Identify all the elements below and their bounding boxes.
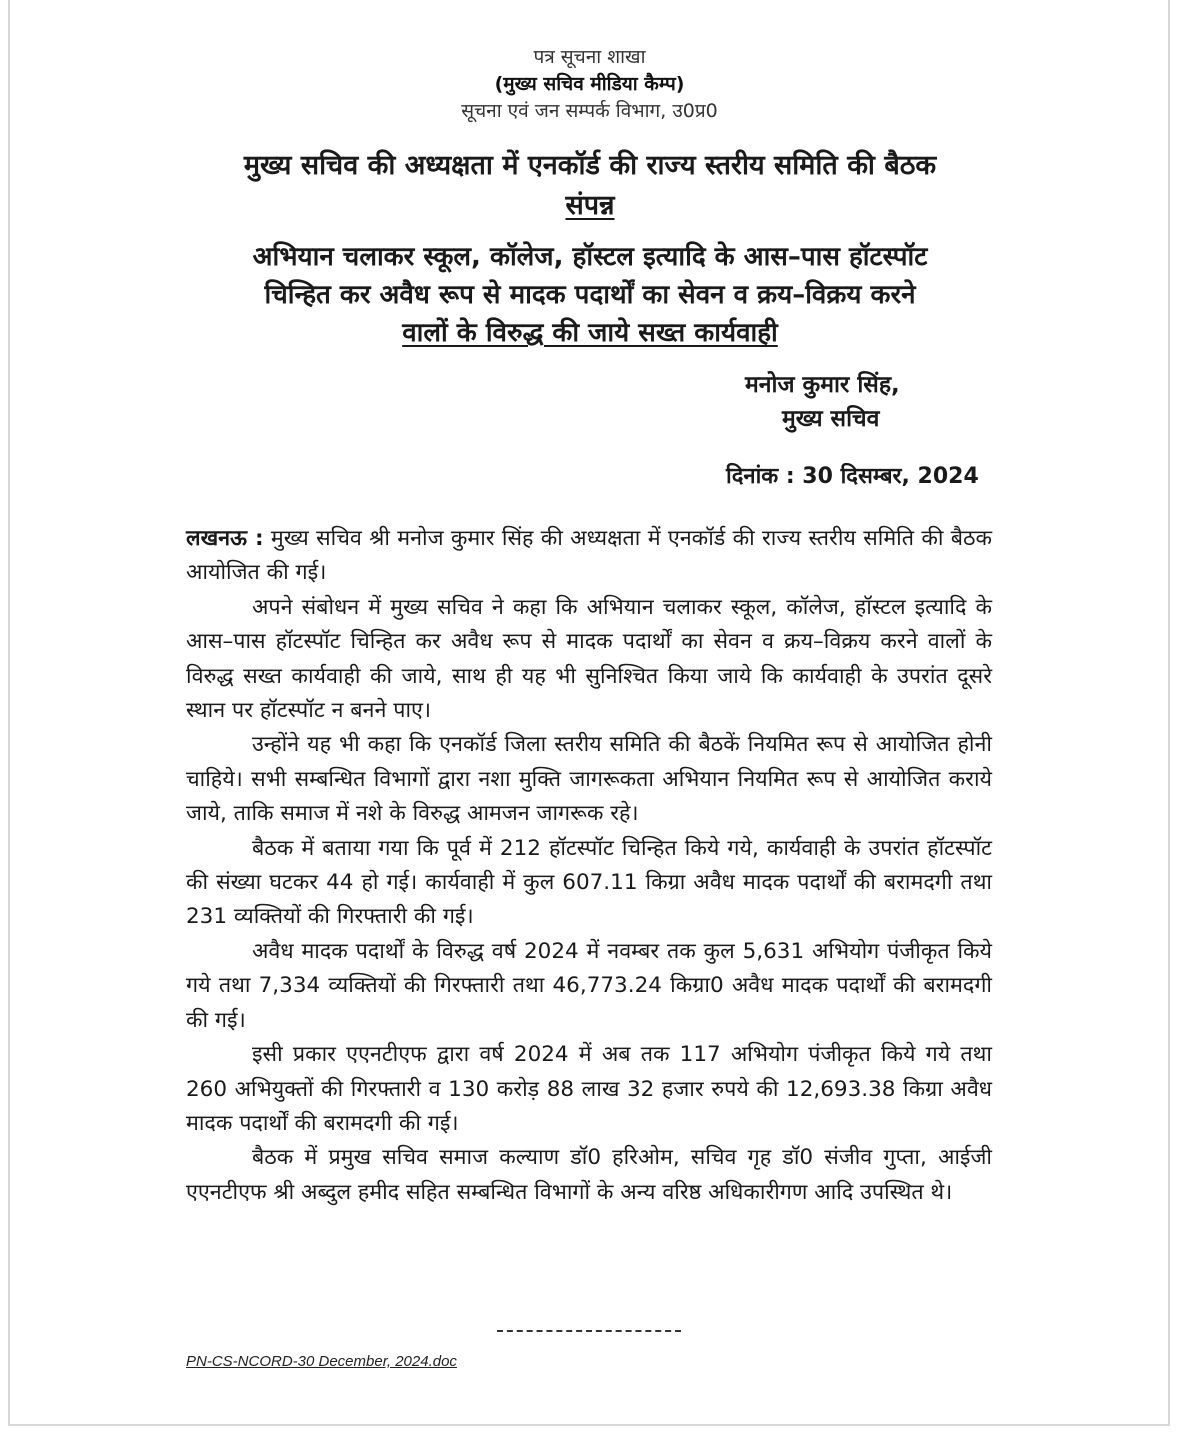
press-release-title [190, 146, 990, 226]
signatory-block [745, 368, 900, 436]
body-paragraph-1-text: मुख्य सचिव श्री मनोज कुमार सिंह की अध्यक्षता में एनकॉर्ड की राज्य स्तरीय समिति की बैठक आयोजित की गई। [186, 526, 992, 586]
header-branch: पत्र सूचना शाखा [533, 46, 646, 68]
dateline-place: लखनऊ : [186, 526, 264, 551]
body-paragraph-5: अवैध मादक पदार्थों के विरुद्ध वर्ष 2024 में नवम्बर तक कुल 5,631 अभियोग पंजीकृत किये गये तथा 7,334 व्यक्तियों की गिरफ्तारी तथा 46,773.24 किग्रा0 अवैध मादक पदार्थों की बरामदगी की गई। [186, 938, 992, 1033]
header-department: सूचना एवं जन सम्पर्क विभाग, उ0प्र0 [461, 100, 718, 122]
subtitle-line3: वालों के विरुद्ध की जाये सख्त कार्यवाही [402, 318, 778, 348]
title-line2: संपन्न [565, 190, 615, 221]
subtitle-line2: चिन्हित कर अवैध रूप से मादक पदार्थों का सेवन व क्रय–विक्रय करने [264, 280, 916, 310]
subtitle-line1: अभियान चलाकर स्कूल, कॉलेज, हॉस्टल इत्यादि के आस–पास हॉटस्पॉट [252, 242, 928, 272]
title-line1: मुख्य सचिव की अध्यक्षता में एनकॉर्ड की राज्य स्तरीय समिति की बैठक [243, 150, 937, 181]
body-paragraph-7: बैठक में प्रमुख सचिव समाज कल्याण डॉ0 हरिओम, सचिव गृह डॉ0 संजीव गुप्ता, आईजी एएनटीएफ श्री अब्दुल हमीद सहित सम्बन्धित विभागों के अन्य वरिष्ठ अधिकारीगण आदि उपस्थित थे। [186, 1145, 992, 1205]
body-paragraph-4: बैठक में बताया गया कि पूर्व में 212 हॉटस्पॉट चिन्हित किये गये, कार्यवाही के उपरांत हॉटस्पॉट की संख्या घटकर 44 हो गई। कार्यवाही में कुल 607.11 किग्रा अवैध मादक पदार्थों की बरामदगी तथा 231 व्यक्तियों की गिरफ्तारी की गई। [186, 835, 992, 930]
end-divider [497, 1330, 681, 1332]
press-release-subtitle [185, 238, 995, 352]
signatory-designation: मुख्य सचिव [782, 406, 880, 432]
letterhead [0, 44, 1179, 125]
body-paragraph-1 [186, 522, 992, 591]
release-date: दिनांक : 30 दिसम्बर, 2024 [726, 464, 979, 489]
press-release-body [186, 522, 992, 1210]
body-paragraph-2: अपने संबोधन में मुख्य सचिव ने कहा कि अभियान चलाकर स्कूल, कॉलेज, हॉस्टल इत्यादि के आस–पास हॉटस्पॉट चिन्हित कर अवैध रूप से मादक पदार्थों का सेवन व क्रय–विक्रय करने वालों के विरुद्ध सख्त कार्यवाही की जाये, साथ ही यह भी सुनिश्चित किया जाये कि कार्यवाही के उपरांत दूसरे स्थान पर हॉटस्पॉट न बनने पाए। [186, 594, 992, 724]
body-paragraph-6: इसी प्रकार एएनटीएफ द्वारा वर्ष 2024 में अब तक 117 अभियोग पंजीकृत किये गये तथा 260 अभियुक्तों की गिरफ्तारी व 130 करोड़ 88 लाख 32 हजार रुपये की 12,693.38 किग्रा अवैध मादक पदार्थों की बरामदगी की गई। [186, 1042, 992, 1136]
file-reference: PN-CS-NCORD-30 December, 2024.doc [186, 1353, 457, 1370]
body-paragraph-3: उन्होंने यह भी कहा कि एनकॉर्ड जिला स्तरीय समिति की बैठकें नियमित रूप से आयोजित होनी चाहिये। सभी सम्बन्धित विभागों द्वारा नशा मुक्ति जागरूकता अभियान नियमित रूप से आयोजित कराये जाये, ताकि समाज में नशे के विरुद्ध आमजन जागरूक रहे। [186, 732, 992, 827]
header-camp: (मुख्य सचिव मीडिया कैम्प) [494, 73, 685, 95]
signatory-name: मनोज कुमार सिंह, [745, 372, 900, 398]
